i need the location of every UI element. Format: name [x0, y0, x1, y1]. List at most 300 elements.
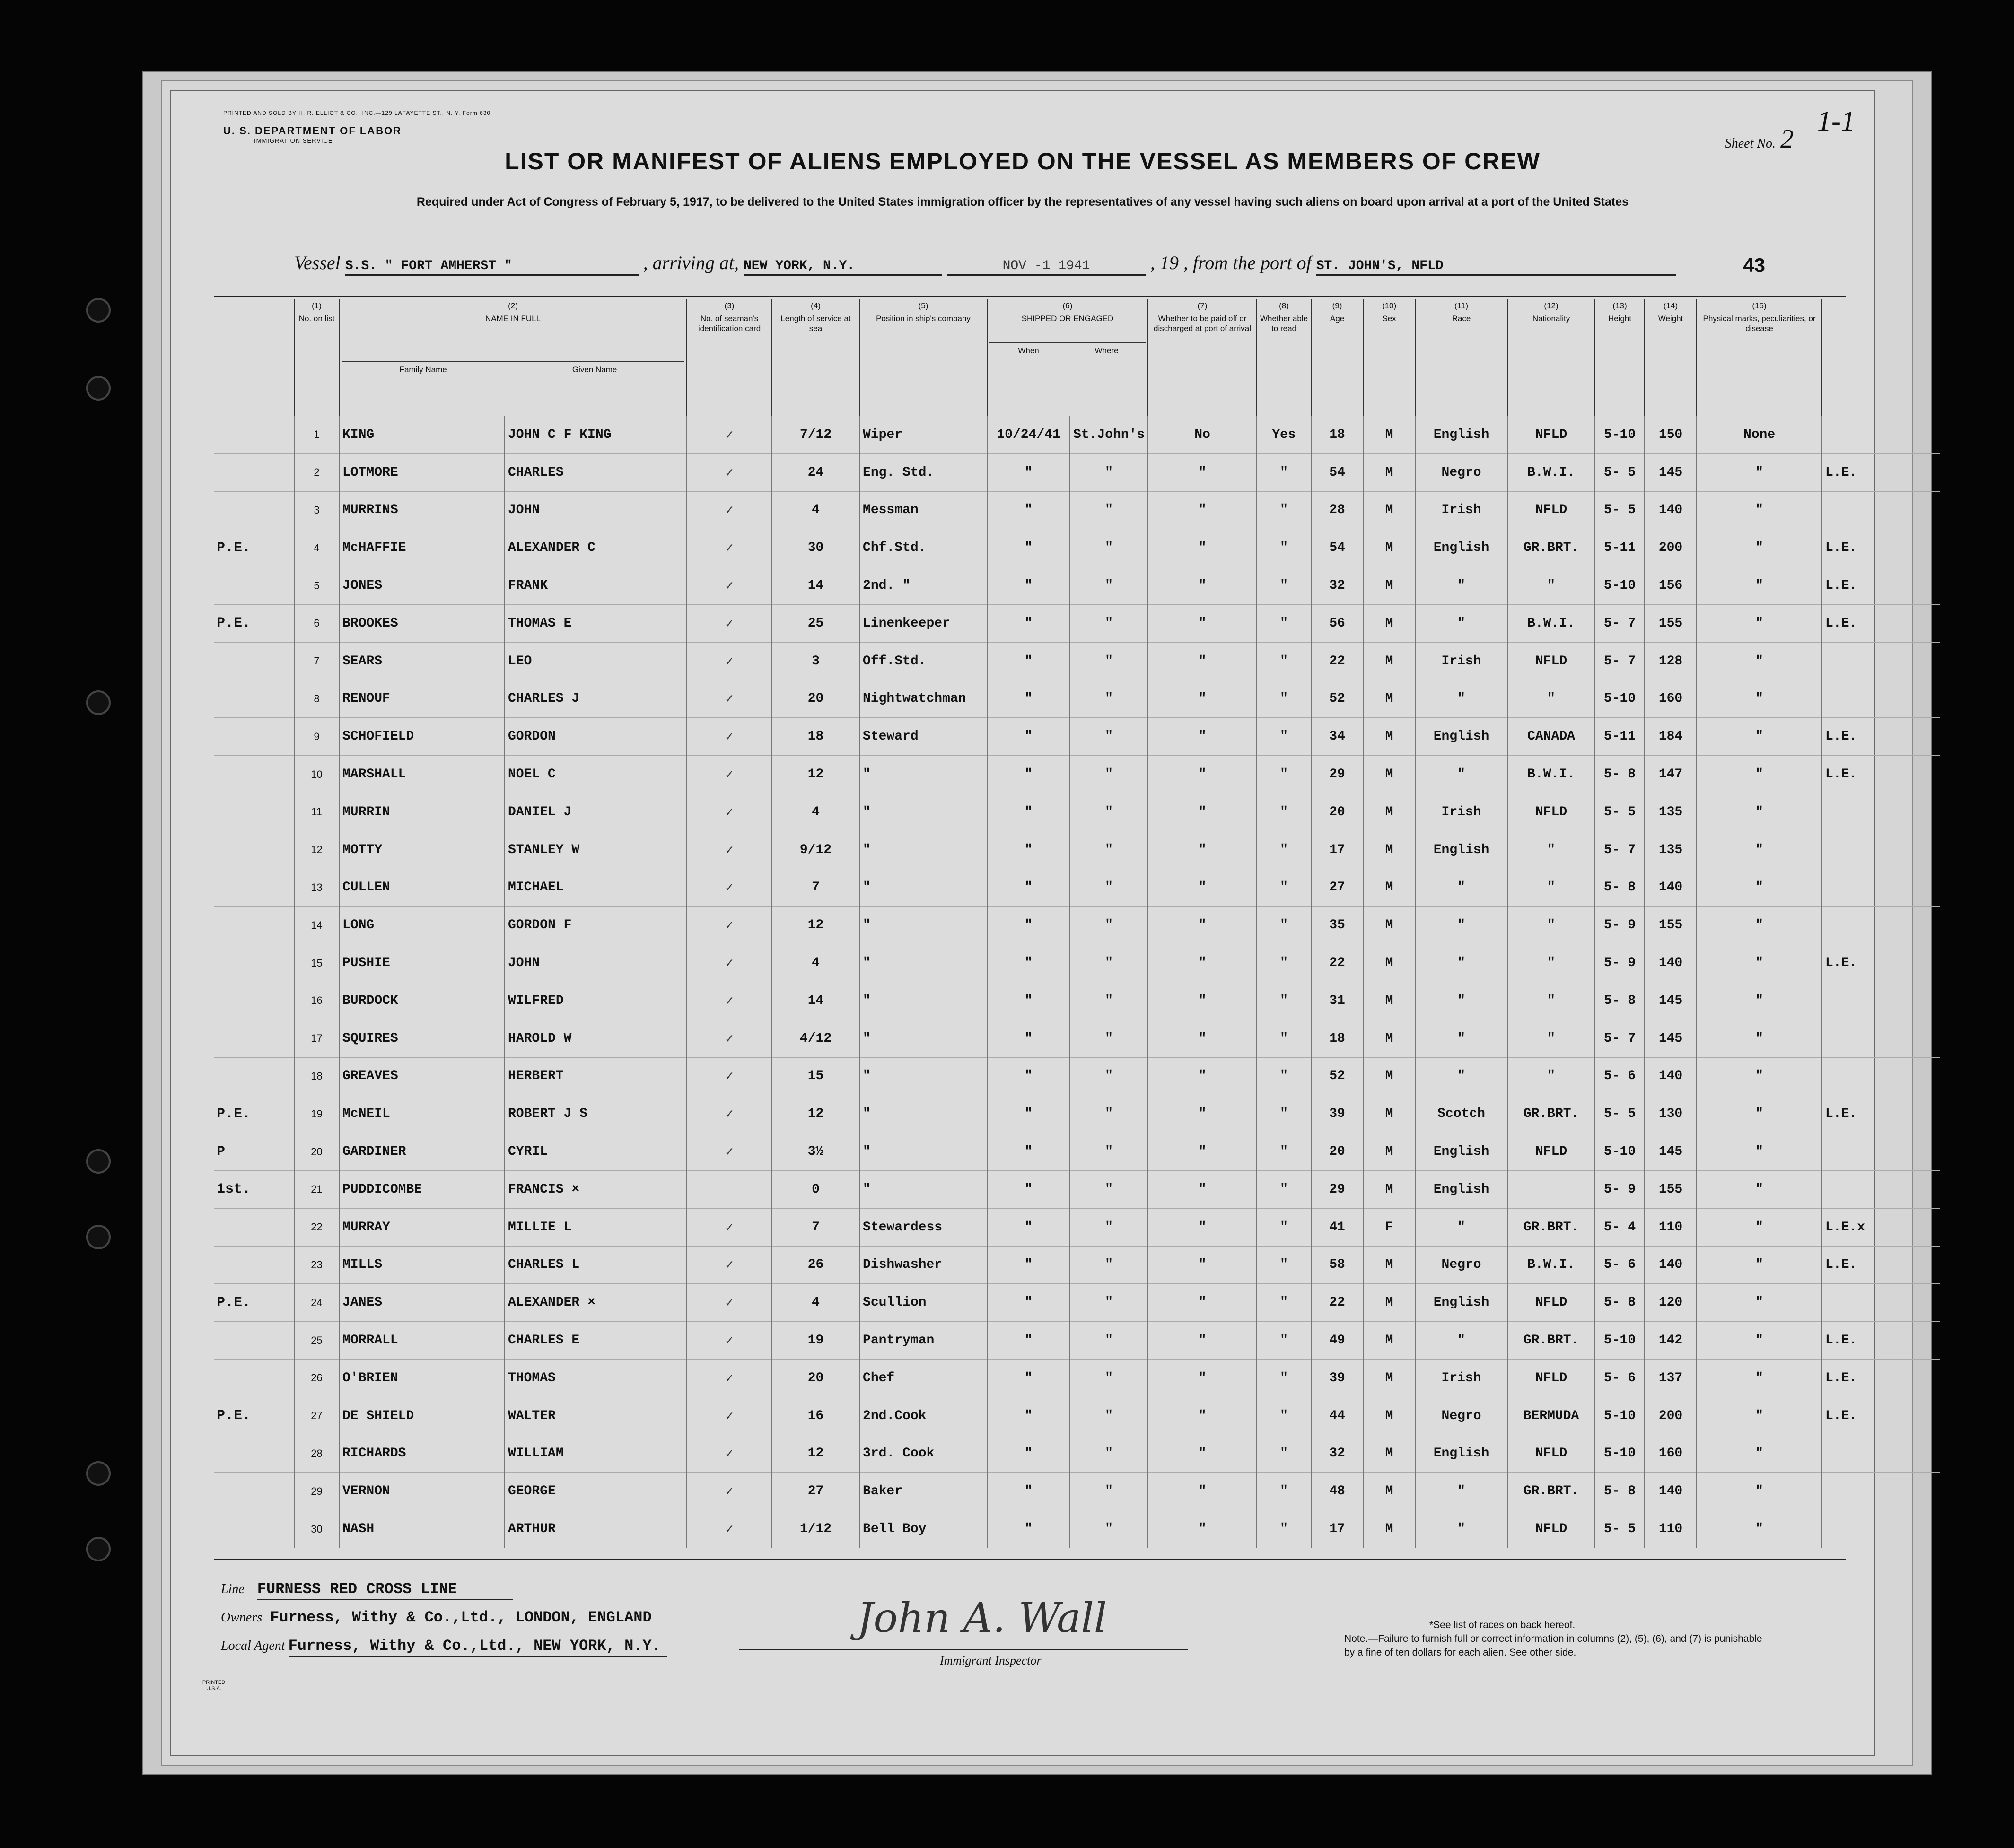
service-length: 18	[772, 718, 859, 756]
given-name: JOHN	[505, 944, 687, 982]
weight: 135	[1645, 831, 1697, 869]
physical-marks: "	[1697, 1435, 1822, 1473]
sex: M	[1363, 604, 1415, 642]
nationality: NFLD	[1507, 416, 1595, 453]
able-to-read: "	[1257, 1208, 1311, 1246]
height: 5- 9	[1595, 907, 1645, 944]
service-length: 20	[772, 680, 859, 718]
paid-off: "	[1148, 831, 1257, 869]
age: 18	[1311, 1020, 1363, 1057]
able-to-read: "	[1257, 756, 1311, 793]
family-name: BROOKES	[339, 604, 505, 642]
service-length: 1/12	[772, 1510, 859, 1548]
family-name: MURRIN	[339, 793, 505, 831]
sex: M	[1363, 1397, 1415, 1435]
header-row	[214, 299, 1940, 416]
sex: M	[1363, 1359, 1415, 1397]
table-row	[214, 1510, 1940, 1548]
row-number: 30	[294, 1510, 339, 1548]
age: 17	[1311, 1510, 1363, 1548]
paid-off: "	[1148, 982, 1257, 1020]
service-length: 30	[772, 529, 859, 567]
id-card-check: ✓	[687, 1397, 772, 1435]
sex: M	[1363, 793, 1415, 831]
header-height: (13) Height	[1595, 299, 1645, 416]
id-card-check: ✓	[687, 1057, 772, 1095]
weight: 155	[1645, 1170, 1697, 1208]
paid-off: "	[1148, 1246, 1257, 1284]
weight: 145	[1645, 453, 1697, 491]
paid-off: "	[1148, 529, 1257, 567]
physical-marks: "	[1697, 1246, 1822, 1284]
able-to-read: "	[1257, 1359, 1311, 1397]
remark	[1822, 491, 1940, 529]
table-row	[214, 1322, 1940, 1360]
header-race: (11) Race	[1415, 299, 1507, 416]
row-number: 11	[294, 793, 339, 831]
able-to-read: "	[1257, 453, 1311, 491]
table-row	[214, 529, 1940, 567]
race: Scotch	[1415, 1095, 1507, 1133]
weight: 140	[1645, 869, 1697, 907]
remark	[1822, 869, 1940, 907]
physical-marks: "	[1697, 831, 1822, 869]
race: Irish	[1415, 1359, 1507, 1397]
shipped-where: St.John's	[1070, 416, 1148, 453]
owners-value: Furness, Withy & Co.,Ltd., LONDON, ENGLAND	[270, 1609, 652, 1626]
race: "	[1415, 680, 1507, 718]
able-to-read: "	[1257, 869, 1311, 907]
race: "	[1415, 1322, 1507, 1360]
weight: 156	[1645, 567, 1697, 605]
sex: M	[1363, 1435, 1415, 1473]
height: 5-10	[1595, 1397, 1645, 1435]
weight: 200	[1645, 1397, 1697, 1435]
given-name: LEO	[505, 642, 687, 680]
able-to-read: "	[1257, 1133, 1311, 1171]
nationality: B.W.I.	[1507, 1246, 1595, 1284]
paid-off: "	[1148, 1208, 1257, 1246]
family-name: PUSHIE	[339, 944, 505, 982]
age: 41	[1311, 1208, 1363, 1246]
family-name: MURRINS	[339, 491, 505, 529]
family-name: McHAFFIE	[339, 529, 505, 567]
department-name: U. S. DEPARTMENT OF LABOR	[223, 125, 402, 137]
physical-marks: "	[1697, 1284, 1822, 1322]
shipped-when: "	[987, 642, 1070, 680]
shipped-when: "	[987, 1133, 1070, 1171]
weight: 140	[1645, 944, 1697, 982]
race: English	[1415, 1170, 1507, 1208]
physical-marks: "	[1697, 907, 1822, 944]
sex: M	[1363, 869, 1415, 907]
row-number: 10	[294, 756, 339, 793]
given-name: HERBERT	[505, 1057, 687, 1095]
line-label: Line	[221, 1582, 245, 1596]
header-paid-off: (7) Whether to be paid off or discharged at port of arrival	[1148, 299, 1257, 416]
gutter-note	[214, 1359, 294, 1397]
row-number: 7	[294, 642, 339, 680]
race: "	[1415, 1208, 1507, 1246]
service-length: 12	[772, 756, 859, 793]
gutter-note: 1st.	[214, 1170, 294, 1208]
position: "	[859, 869, 987, 907]
height: 5- 5	[1595, 793, 1645, 831]
sex: F	[1363, 1208, 1415, 1246]
height: 5- 5	[1595, 1095, 1645, 1133]
given-name: STANLEY W	[505, 831, 687, 869]
physical-marks: "	[1697, 1020, 1822, 1057]
physical-marks: "	[1697, 680, 1822, 718]
position: Nightwatchman	[859, 680, 987, 718]
printer-imprint: PRINTED AND SOLD BY H. R. ELLIOT & CO., INC.—129 LAFAYETTE ST., N. Y. Form 630	[223, 110, 491, 116]
nationality: NFLD	[1507, 491, 1595, 529]
nationality: "	[1507, 982, 1595, 1020]
paid-off: "	[1148, 718, 1257, 756]
age: 22	[1311, 1284, 1363, 1322]
height: 5- 8	[1595, 982, 1645, 1020]
header-no: (1) No. on list	[294, 299, 339, 416]
nationality: BERMUDA	[1507, 1397, 1595, 1435]
age: 52	[1311, 680, 1363, 718]
shipped-where: "	[1070, 1133, 1148, 1171]
physical-marks: "	[1697, 1095, 1822, 1133]
gutter-note	[214, 718, 294, 756]
height: 5- 8	[1595, 1284, 1645, 1322]
gutter-note	[214, 944, 294, 982]
shipped-where: "	[1070, 718, 1148, 756]
able-to-read: "	[1257, 1322, 1311, 1360]
race: English	[1415, 1435, 1507, 1473]
races-note: *See list of races on back hereof.	[1429, 1620, 1576, 1630]
race: "	[1415, 1020, 1507, 1057]
age: 22	[1311, 642, 1363, 680]
position: "	[859, 756, 987, 793]
height: 5- 7	[1595, 642, 1645, 680]
family-name: SEARS	[339, 642, 505, 680]
age: 32	[1311, 567, 1363, 605]
sex: M	[1363, 453, 1415, 491]
able-to-read: "	[1257, 529, 1311, 567]
family-name: McNEIL	[339, 1095, 505, 1133]
height: 5-11	[1595, 529, 1645, 567]
service-length: 0	[772, 1170, 859, 1208]
nationality: GR.BRT.	[1507, 529, 1595, 567]
id-card-check: ✓	[687, 793, 772, 831]
sex: M	[1363, 680, 1415, 718]
weight: 140	[1645, 1473, 1697, 1510]
row-number: 24	[294, 1284, 339, 1322]
service-length: 12	[772, 907, 859, 944]
age: 29	[1311, 756, 1363, 793]
race: English	[1415, 416, 1507, 453]
id-card-check: ✓	[687, 567, 772, 605]
service-length: 16	[772, 1397, 859, 1435]
position: 3rd. Cook	[859, 1435, 987, 1473]
id-card-check: ✓	[687, 1020, 772, 1057]
position: "	[859, 1095, 987, 1133]
nationality: "	[1507, 907, 1595, 944]
row-number: 3	[294, 491, 339, 529]
service-length: 9/12	[772, 831, 859, 869]
nationality: NFLD	[1507, 1510, 1595, 1548]
given-name: CHARLES J	[505, 680, 687, 718]
family-name: MORRALL	[339, 1322, 505, 1360]
id-card-check: ✓	[687, 907, 772, 944]
table-row	[214, 944, 1940, 982]
row-number: 22	[294, 1208, 339, 1246]
row-number: 26	[294, 1359, 339, 1397]
physical-marks: "	[1697, 1322, 1822, 1360]
sex: M	[1363, 831, 1415, 869]
given-name: NOEL C	[505, 756, 687, 793]
shipped-when: "	[987, 982, 1070, 1020]
table-row	[214, 680, 1940, 718]
shipped-when: "	[987, 1095, 1070, 1133]
sex: M	[1363, 1322, 1415, 1360]
service-length: 7/12	[772, 416, 859, 453]
row-number: 18	[294, 1057, 339, 1095]
weight: 145	[1645, 982, 1697, 1020]
remark	[1822, 642, 1940, 680]
id-card-check: ✓	[687, 529, 772, 567]
service-length: 24	[772, 453, 859, 491]
weight: 155	[1645, 604, 1697, 642]
height: 5- 5	[1595, 1510, 1645, 1548]
given-name: JOHN C F KING	[505, 416, 687, 453]
nationality: "	[1507, 869, 1595, 907]
position: "	[859, 1170, 987, 1208]
shipped-where: "	[1070, 1359, 1148, 1397]
id-card-check: ✓	[687, 680, 772, 718]
sex: M	[1363, 1473, 1415, 1510]
paid-off: "	[1148, 642, 1257, 680]
shipped-when: "	[987, 1473, 1070, 1510]
table-row	[214, 793, 1940, 831]
given-name: CHARLES	[505, 453, 687, 491]
given-name: ALEXANDER ×	[505, 1284, 687, 1322]
weight: 160	[1645, 1435, 1697, 1473]
sex: M	[1363, 416, 1415, 453]
physical-marks: "	[1697, 869, 1822, 907]
race: "	[1415, 604, 1507, 642]
able-to-read: "	[1257, 1095, 1311, 1133]
shipped-when: "	[987, 793, 1070, 831]
sex: M	[1363, 756, 1415, 793]
header-where: Where	[1095, 346, 1119, 355]
table-row	[214, 869, 1940, 907]
position: "	[859, 907, 987, 944]
position: "	[859, 1020, 987, 1057]
race: Irish	[1415, 793, 1507, 831]
id-card-check: ✓	[687, 1510, 772, 1548]
remark	[1822, 793, 1940, 831]
service-length: 7	[772, 1208, 859, 1246]
shipped-when: "	[987, 1208, 1070, 1246]
sex: M	[1363, 718, 1415, 756]
weight: 140	[1645, 1246, 1697, 1284]
document-subtitle: Required under Act of Congress of February 5, 1917, to be delivered to the United States immigration officer by the representatives of any vessel having such aliens on board upon arrival at a port of the United States	[416, 195, 1629, 209]
position: Chef	[859, 1359, 987, 1397]
height: 5-10	[1595, 1133, 1645, 1171]
shipped-where: "	[1070, 793, 1148, 831]
remark: L.E.x	[1822, 1208, 1940, 1246]
date-stamp: NOV -1 1941	[947, 259, 1146, 276]
physical-marks: "	[1697, 604, 1822, 642]
given-name: CHARLES L	[505, 1246, 687, 1284]
header-age: (9) Age	[1311, 299, 1363, 416]
remark: L.E.	[1822, 1095, 1940, 1133]
physical-marks: "	[1697, 793, 1822, 831]
remark: L.E.	[1822, 1359, 1940, 1397]
position: "	[859, 831, 987, 869]
table-row	[214, 567, 1940, 605]
service-length: 19	[772, 1322, 859, 1360]
height: 5-10	[1595, 1435, 1645, 1473]
id-card-check: ✓	[687, 1322, 772, 1360]
remark: L.E.	[1822, 453, 1940, 491]
given-name: THOMAS	[505, 1359, 687, 1397]
binder-hole	[86, 298, 111, 323]
given-name: WILLIAM	[505, 1435, 687, 1473]
family-name: RENOUF	[339, 680, 505, 718]
inspector-signature: John A. Wall	[857, 1595, 1107, 1642]
position: Bell Boy	[859, 1510, 987, 1548]
shipped-when: "	[987, 1322, 1070, 1360]
gutter-note	[214, 869, 294, 907]
height: 5-10	[1595, 416, 1645, 453]
shipped-where: "	[1070, 604, 1148, 642]
able-to-read: "	[1257, 1435, 1311, 1473]
table-row	[214, 1397, 1940, 1435]
service-length: 4	[772, 793, 859, 831]
weight: 110	[1645, 1208, 1697, 1246]
height: 5- 5	[1595, 453, 1645, 491]
id-card-check: ✓	[687, 1133, 772, 1171]
shipped-where: "	[1070, 1284, 1148, 1322]
race: Irish	[1415, 642, 1507, 680]
gutter-note	[214, 1057, 294, 1095]
race: Negro	[1415, 1246, 1507, 1284]
table-row	[214, 756, 1940, 793]
height: 5- 7	[1595, 604, 1645, 642]
shipped-when: "	[987, 1284, 1070, 1322]
position: "	[859, 793, 987, 831]
physical-marks: None	[1697, 416, 1822, 453]
able-to-read: "	[1257, 907, 1311, 944]
position: Dishwasher	[859, 1246, 987, 1284]
family-name: LOTMORE	[339, 453, 505, 491]
id-card-check: ✓	[687, 1095, 772, 1133]
nationality: GR.BRT.	[1507, 1095, 1595, 1133]
owners-label: Owners	[221, 1610, 263, 1625]
row-number: 13	[294, 869, 339, 907]
physical-marks: "	[1697, 1359, 1822, 1397]
position: Steward	[859, 718, 987, 756]
shipped-where: "	[1070, 1095, 1148, 1133]
service-length: 3	[772, 642, 859, 680]
vessel-name: S.S. " FORT AMHERST "	[345, 259, 639, 276]
id-card-check	[687, 1170, 772, 1208]
gutter-note	[214, 1435, 294, 1473]
manifest-sheet	[170, 90, 1875, 1756]
gutter-header	[214, 299, 294, 416]
paid-off: "	[1148, 793, 1257, 831]
table-row	[214, 982, 1940, 1020]
position: Eng. Std.	[859, 453, 987, 491]
gutter-note	[214, 793, 294, 831]
shipped-where: "	[1070, 567, 1148, 605]
id-card-check: ✓	[687, 416, 772, 453]
able-to-read: "	[1257, 1510, 1311, 1548]
paid-off: "	[1148, 907, 1257, 944]
able-to-read: "	[1257, 1246, 1311, 1284]
height: 5-10	[1595, 680, 1645, 718]
race: "	[1415, 1510, 1507, 1548]
physical-marks: "	[1697, 982, 1822, 1020]
nationality: NFLD	[1507, 642, 1595, 680]
shipped-when: "	[987, 1359, 1070, 1397]
shipped-where: "	[1070, 1397, 1148, 1435]
service-length: 14	[772, 567, 859, 605]
age: 17	[1311, 831, 1363, 869]
family-name: MILLS	[339, 1246, 505, 1284]
gutter-note: P.E.	[214, 1284, 294, 1322]
family-name: DE SHIELD	[339, 1397, 505, 1435]
family-name: SQUIRES	[339, 1020, 505, 1057]
age: 48	[1311, 1473, 1363, 1510]
gutter-note: P.E.	[214, 529, 294, 567]
physical-marks: "	[1697, 718, 1822, 756]
height: 5- 9	[1595, 1170, 1645, 1208]
gutter-note	[214, 831, 294, 869]
header-nationality: (12) Nationality	[1507, 299, 1595, 416]
paid-off: "	[1148, 1397, 1257, 1435]
physical-marks: "	[1697, 1170, 1822, 1208]
row-number: 4	[294, 529, 339, 567]
remark	[1822, 1057, 1940, 1095]
able-to-read: "	[1257, 567, 1311, 605]
family-name: NASH	[339, 1510, 505, 1548]
header-shipped: (6) SHIPPED OR ENGAGED When Where	[987, 299, 1148, 416]
able-to-read: "	[1257, 1284, 1311, 1322]
nationality: "	[1507, 1057, 1595, 1095]
shipped-when: "	[987, 1246, 1070, 1284]
table-row	[214, 1359, 1940, 1397]
given-name: DANIEL J	[505, 793, 687, 831]
id-card-check: ✓	[687, 944, 772, 982]
sex: M	[1363, 642, 1415, 680]
weight: 142	[1645, 1322, 1697, 1360]
given-name: MILLIE L	[505, 1208, 687, 1246]
height: 5- 4	[1595, 1208, 1645, 1246]
service-length: 4	[772, 1284, 859, 1322]
sex: M	[1363, 1020, 1415, 1057]
height: 5- 6	[1595, 1246, 1645, 1284]
gutter-note	[214, 1473, 294, 1510]
nationality: "	[1507, 567, 1595, 605]
shipped-when: "	[987, 1170, 1070, 1208]
service-length: 12	[772, 1435, 859, 1473]
nationality: B.W.I.	[1507, 604, 1595, 642]
paid-off: "	[1148, 1284, 1257, 1322]
gutter-note	[214, 680, 294, 718]
family-name: MARSHALL	[339, 756, 505, 793]
header-family-name: Family Name	[399, 365, 447, 374]
height: 5-10	[1595, 1322, 1645, 1360]
sex: M	[1363, 1170, 1415, 1208]
table-row	[214, 1473, 1940, 1510]
